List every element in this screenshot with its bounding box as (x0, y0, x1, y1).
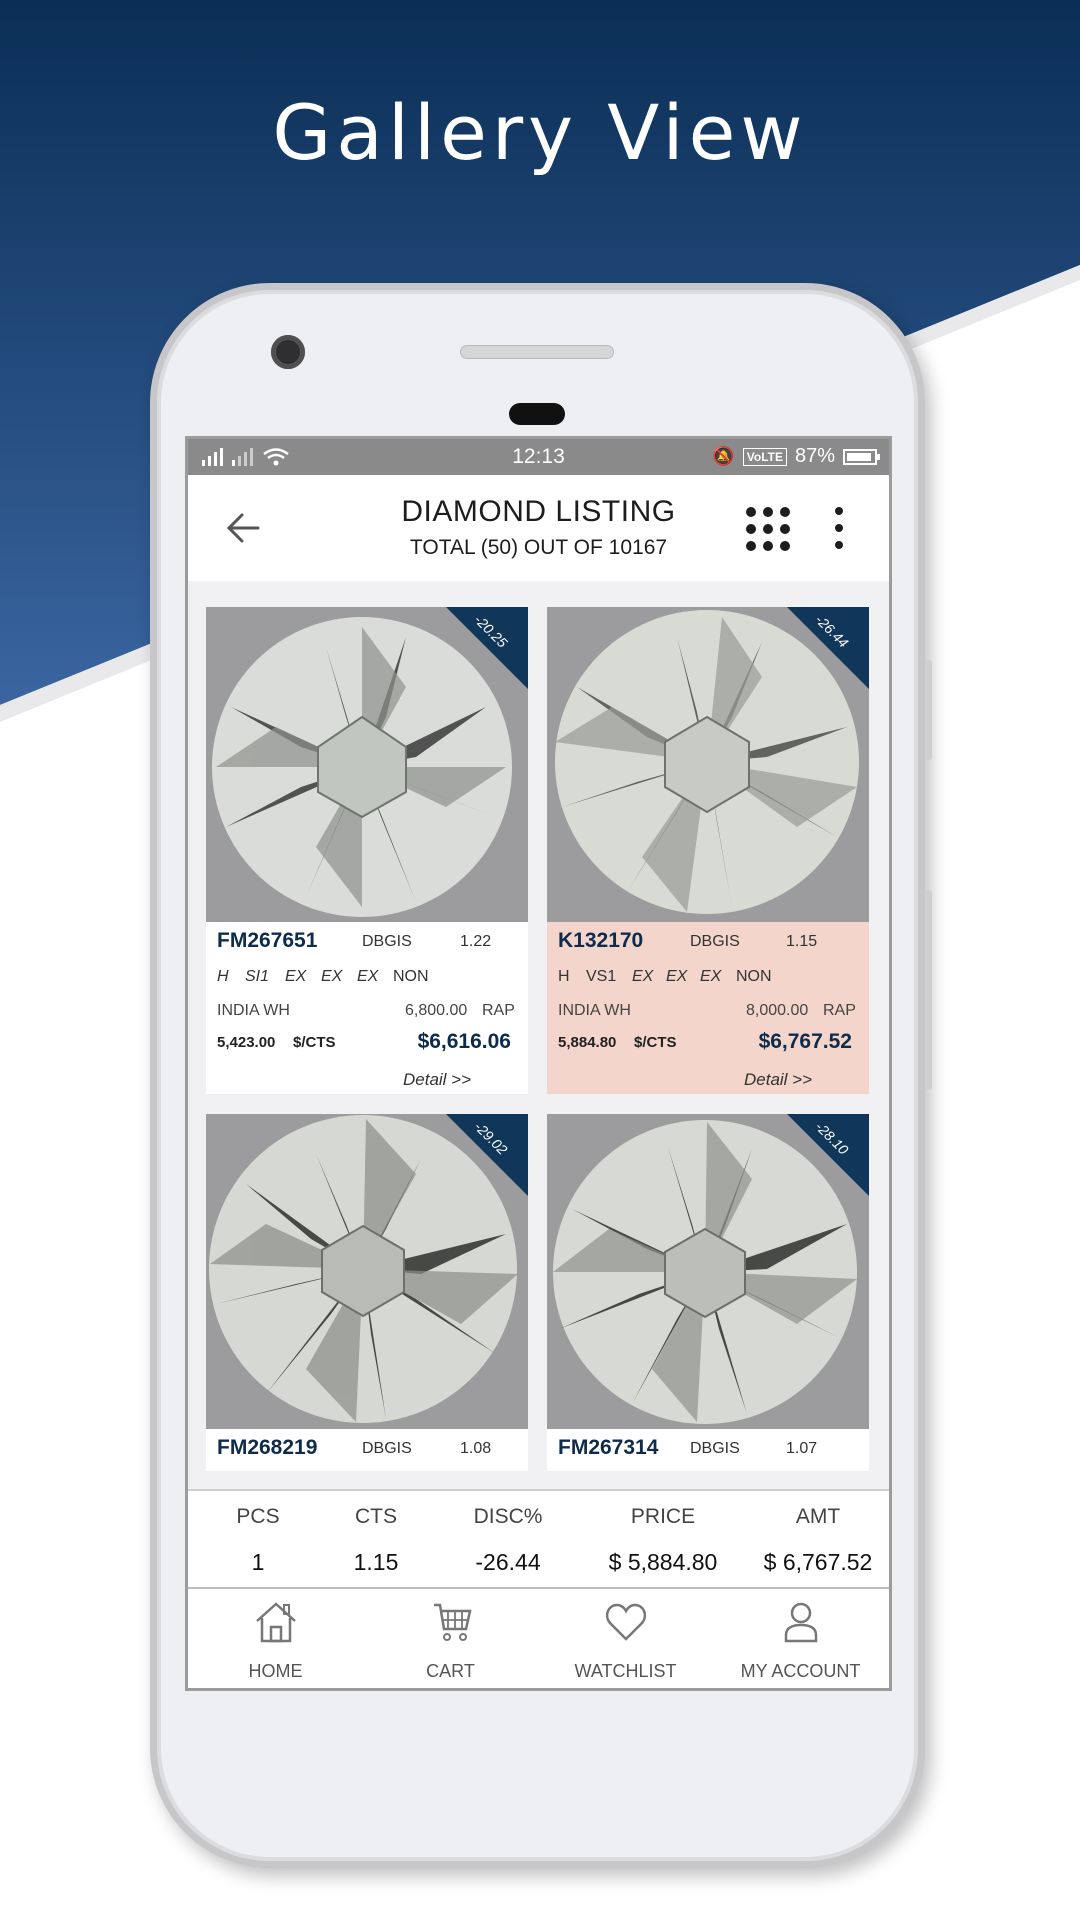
summary-value-disc: -26.44 (475, 1549, 541, 1575)
clarity-grade: SI1 (245, 968, 270, 985)
volte-badge: VoLTE (743, 448, 787, 466)
per-carat-unit: $/CTS (634, 1034, 677, 1051)
summary-header-amt: AMT (795, 1505, 841, 1528)
diamond-image (206, 1114, 528, 1429)
summary-value-cts: 1.15 (353, 1549, 399, 1575)
home-icon (253, 1599, 299, 1645)
diamond-image (547, 607, 869, 922)
price-per-carat: 5,884.80 (558, 1034, 617, 1051)
app-bar (188, 475, 889, 581)
diamond-image (206, 607, 528, 922)
cut-grade: EX (632, 968, 654, 985)
polish-grade: EX (666, 968, 688, 985)
lab-name: DBGIS (362, 1440, 412, 1457)
cut-grade: EX (285, 968, 307, 985)
stock-id: K132170 (558, 929, 644, 952)
battery-percent: 87% (794, 445, 835, 467)
nav-my-account[interactable] (713, 1589, 888, 1691)
diamond-image (547, 1114, 869, 1429)
battery-icon (843, 449, 877, 465)
summary-header-pcs: PCS (236, 1505, 280, 1528)
discount-label: -20.25 (471, 611, 511, 651)
clarity-grade: VS1 (586, 968, 617, 985)
proximity-sensor (509, 403, 565, 425)
diamond-card[interactable] (206, 1114, 528, 1471)
power-button (926, 660, 932, 760)
stock-id: FM267651 (217, 929, 318, 952)
status-bar (188, 439, 889, 475)
grid-view-icon[interactable] (744, 505, 792, 553)
fluorescence: NON (393, 968, 429, 985)
symmetry-grade: EX (700, 968, 722, 985)
stock-id: FM268219 (217, 1436, 318, 1459)
total-price: $6,767.52 (758, 1030, 852, 1053)
selection-summary (188, 1489, 889, 1589)
nav-label: CART (426, 1661, 475, 1681)
bottom-navigation (188, 1587, 889, 1691)
summary-header-disc: DISC% (473, 1505, 543, 1528)
discount-label: -26.44 (812, 611, 852, 651)
summary-value-price: $ 5,884.80 (608, 1549, 718, 1575)
carat-value: 1.22 (460, 933, 492, 950)
diamond-card[interactable] (206, 607, 528, 1094)
front-camera (271, 335, 305, 369)
nav-label: WATCHLIST (574, 1661, 677, 1681)
detail-link[interactable]: Detail >> (403, 1070, 472, 1089)
summary-header-price: PRICE (630, 1505, 696, 1528)
volume-button (926, 890, 932, 1090)
lab-name: DBGIS (690, 933, 740, 950)
summary-header-cts: CTS (355, 1505, 397, 1528)
nav-home[interactable] (188, 1589, 363, 1691)
per-carat-unit: $/CTS (293, 1034, 336, 1051)
headline: Gallery View (272, 88, 808, 177)
carat-value: 1.15 (786, 933, 818, 950)
rap-price: 8,000.00 (746, 1002, 809, 1019)
diamond-card[interactable] (547, 607, 869, 1094)
discount-label: -28.10 (812, 1118, 852, 1158)
heart-icon (603, 1599, 649, 1645)
summary-value-amt: $ 6,767.52 (763, 1549, 873, 1575)
location: INDIA WH (217, 1002, 290, 1019)
lab-name: DBGIS (690, 1440, 740, 1457)
card-info (547, 1429, 869, 1471)
color-grade: H (558, 968, 570, 985)
location: INDIA WH (558, 1002, 631, 1019)
nav-cart[interactable] (363, 1589, 538, 1691)
cart-icon (428, 1599, 474, 1645)
rap-price: 6,800.00 (405, 1002, 468, 1019)
nav-label: HOME (248, 1661, 303, 1681)
rap-label: RAP (482, 1002, 515, 1019)
nav-watchlist[interactable] (538, 1589, 713, 1691)
page-title: DIAMOND LISTING (401, 495, 676, 528)
color-grade: H (217, 968, 229, 985)
user-icon (778, 1599, 824, 1645)
card-info (206, 1429, 528, 1471)
rap-label: RAP (823, 1002, 856, 1019)
page-subtitle: TOTAL (50) OUT OF 10167 (409, 536, 668, 559)
carat-value: 1.08 (460, 1440, 492, 1457)
earpiece-speaker (460, 345, 614, 359)
phone-screen (185, 436, 892, 1691)
discount-label: -29.02 (471, 1118, 511, 1158)
symmetry-grade: EX (357, 968, 379, 985)
total-price: $6,616.06 (417, 1030, 511, 1053)
status-time: 12:13 (512, 445, 565, 468)
detail-link[interactable]: Detail >> (744, 1070, 813, 1089)
price-per-carat: 5,423.00 (217, 1034, 276, 1051)
lab-name: DBGIS (362, 933, 412, 950)
more-options-icon[interactable] (833, 505, 845, 551)
card-info (547, 922, 869, 1094)
nav-label: MY ACCOUNT (740, 1661, 861, 1681)
mute-icon: 🔕 (712, 446, 735, 466)
fluorescence: NON (736, 968, 772, 985)
card-info (206, 922, 528, 1094)
diamond-card[interactable] (547, 1114, 869, 1471)
carat-value: 1.07 (786, 1440, 818, 1457)
stock-id: FM267314 (558, 1436, 659, 1459)
polish-grade: EX (321, 968, 343, 985)
summary-value-pcs: 1 (251, 1549, 265, 1575)
